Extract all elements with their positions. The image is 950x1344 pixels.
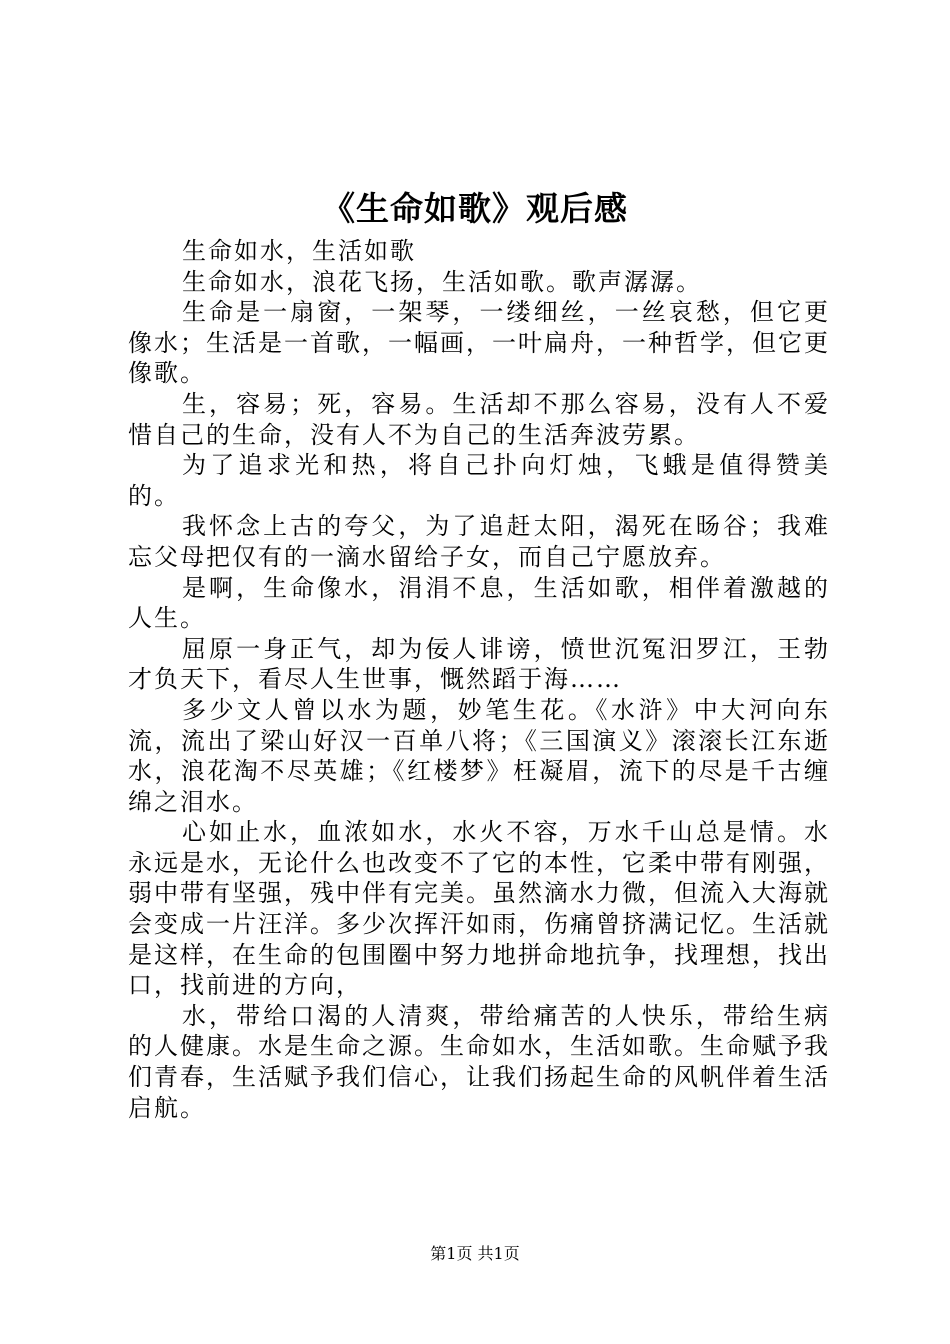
paragraph: 心如止水，血浓如水，水火不容，万水千山总是情。水永远是水，无论什么也改变不了它的本性，它柔中带有刚强，弱中带有坚强，残中伴有完美。虽然滴水力微，但流入大海就会变成一片汪洋。多少次挥汗如雨，伤痛曾挤满记忆。生活就是这样，在生命的包围圈中努力地拼命地抗争，找理想，找出口，找前进的方向， — [128, 818, 830, 1000]
page-number-footer: 第1页 共1页 — [430, 1244, 520, 1263]
paragraph: 屈原一身正气，却为佞人诽谤，愤世沉冤汨罗江，王勃才负天下，看尽人生世事，慨然蹈于海…… — [128, 634, 830, 694]
paragraph: 生，容易；死，容易。生活却不那么容易，没有人不爱惜自己的生命，没有人不为自己的生活奔波劳累。 — [128, 389, 830, 449]
paragraph: 多少文人曾以水为题，妙笔生花。《水浒》中大河向东流，流出了梁山好汉一百单八将；《三国演义》滚滚长江东逝水，浪花淘不尽英雄；《红楼梦》枉凝眉，流下的尽是千古缠绵之泪水。 — [128, 695, 830, 816]
document-body — [128, 236, 830, 1123]
paragraph: 生命如水，生活如歌 — [182, 237, 416, 265]
paragraph: 生命是一扇窗，一架琴，一缕细丝，一丝哀愁，但它更像水；生活是一首歌，一幅画，一叶扁舟，一种哲学，但它更像歌。 — [128, 298, 830, 388]
paragraph: 生命如水，浪花飞扬，生活如歌。歌声潺潺。 — [182, 267, 702, 296]
paragraph: 是啊，生命像水，涓涓不息，生活如歌，相伴着激越的人生。 — [128, 573, 830, 633]
paragraph: 水，带给口渴的人清爽，带给痛苦的人快乐，带给生病的人健康。水是生命之源。生命如水，生活如歌。生命赋予我们青春，生活赋予我们信心，让我们扬起生命的风帆伴着生活启航。 — [128, 1001, 830, 1122]
document-title: 《生命如歌》观后感 — [322, 189, 628, 228]
paragraph: 我怀念上古的夸父，为了追赶太阳，渴死在旸谷；我难忘父母把仅有的一滴水留给子女，而自己宁愿放弃。 — [128, 512, 830, 571]
paragraph: 为了追求光和热，将自己扑向灯烛，飞蛾是值得赞美的。 — [128, 451, 830, 510]
